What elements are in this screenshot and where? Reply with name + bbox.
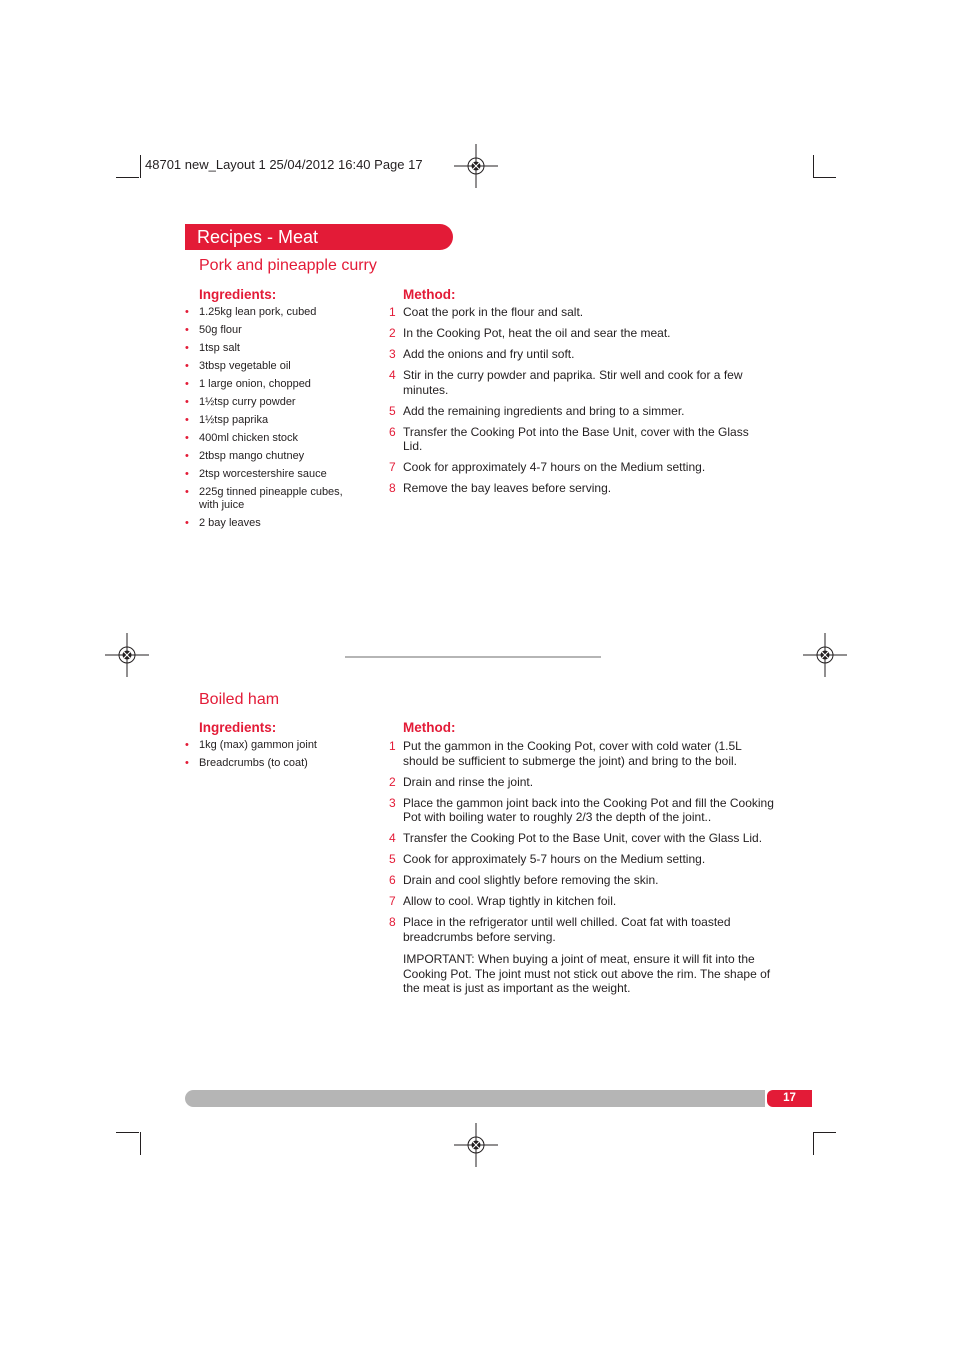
method-step: 4 Stir in the curry powder and paprika. Stir well and cook for a few minutes. (389, 368, 743, 397)
page-number: 17 (767, 1090, 812, 1107)
crop-mark-bottom-right-v (813, 1132, 814, 1155)
bullet-icon: • (185, 342, 189, 354)
method-heading: Method: (403, 720, 456, 735)
crop-mark-bottom-right-h (813, 1132, 836, 1133)
bullet-icon: • (185, 378, 189, 390)
ingredients-heading: Ingredients: (199, 720, 277, 735)
registration-mark-left-icon (105, 633, 149, 677)
method-step: 6 Drain and cool slightly before removing the skin. (389, 873, 659, 887)
bullet-icon: • (185, 306, 189, 318)
bullet-icon: • (185, 739, 189, 751)
bullet-icon: • (185, 486, 189, 498)
method-step: 2 Drain and rinse the joint. (389, 774, 534, 789)
ingredient-item: • 1.25kg lean pork, cubed (185, 306, 317, 318)
registration-mark-top-icon (454, 144, 498, 188)
recipe-title-pork-curry: Pork and pineapple curry (199, 257, 377, 274)
ingredient-item: • 3tbsp vegetable oil (185, 360, 291, 372)
method-step: 8 Remove the bay leaves before serving. (389, 481, 612, 495)
method-step: 3 Add the onions and fry until soft. (389, 347, 575, 361)
bullet-icon: • (185, 468, 189, 480)
ingredient-item: • 1tsp salt (185, 342, 240, 354)
ingredients-list-pork-curry (185, 306, 365, 535)
print-slug: 48701 new_Layout 1 25/04/2012 16:40 Page 17 (145, 157, 423, 172)
important-note: IMPORTANT: When buying a joint of meat, ensure it will fit into the Cooking Pot. The joint must not stick out above the rim. The shape of the meat is just as important as the weight. (403, 952, 771, 995)
ingredient-item: • 2tsp worcestershire sauce (185, 468, 327, 480)
crop-mark-top-right-h (813, 177, 836, 178)
crop-mark-top-right-v (813, 155, 814, 178)
method-step: 3 Place the gammon joint back into the Cooking Pot and fill the Cooking Pot with boiling water to roughly 2/3 the depth of the joint.. (389, 795, 774, 824)
method-step: 5 Add the remaining ingredients and bring to a simmer. (389, 403, 685, 418)
method-step: 6 Transfer the Cooking Pot into the Base Unit, cover with the Glass Lid. (389, 424, 749, 453)
crop-mark-bottom-left-v (140, 1132, 141, 1155)
method-heading: Method: (403, 287, 456, 302)
section-title: Recipes - Meat (197, 227, 319, 247)
ingredient-item: • 1kg (max) gammon joint (185, 739, 317, 751)
bullet-icon: • (185, 324, 189, 336)
ingredients-heading: Ingredients: (199, 287, 277, 302)
bullet-icon: • (185, 432, 189, 444)
bullet-icon: • (185, 414, 189, 426)
section-divider (345, 656, 601, 658)
ingredient-item: • 50g flour (185, 324, 242, 336)
crop-mark-bottom-left-h (116, 1132, 139, 1133)
section-banner (185, 224, 453, 250)
ingredient-item: • 400ml chicken stock (185, 432, 299, 444)
method-step: 1 Put the gammon in the Cooking Pot, cover with cold water (1.5L should be sufficient to submerge the joint) and bring to the boil. (389, 739, 742, 768)
bullet-icon: • (185, 517, 189, 529)
crop-mark-top-left-v (140, 155, 141, 178)
bullet-icon: • (185, 396, 189, 408)
method-step: 5 Cook for approximately 5-7 hours on the Medium setting. (389, 852, 706, 866)
registration-mark-bottom-icon (454, 1123, 498, 1167)
crop-mark-top-left-h (116, 177, 139, 178)
method-step: 7 Cook for approximately 4-7 hours on the Medium setting. (389, 460, 706, 474)
recipe-title-boiled-ham: Boiled ham (199, 691, 280, 708)
ingredient-item: • 1 large onion, chopped (185, 378, 311, 390)
ingredient-item: • 2 bay leaves (185, 517, 261, 529)
ingredient-item: • 2tbsp mango chutney (185, 450, 305, 462)
ingredient-item: • 225g tinned pineapple cubes, with juice (185, 486, 343, 511)
method-list-boiled-ham (385, 739, 775, 951)
ingredients-list-boiled-ham (185, 739, 365, 775)
method-step: 1 Coat the pork in the flour and salt. (389, 305, 584, 319)
ingredient-item: • Breadcrumbs (to coat) (185, 757, 308, 769)
method-step: 7 Allow to cool. Wrap tightly in kitchen foil. (389, 894, 617, 908)
footer-bar (185, 1090, 765, 1107)
registration-mark-right-icon (803, 633, 847, 677)
bullet-icon: • (185, 360, 189, 372)
bullet-icon: • (185, 450, 189, 462)
bullet-icon: • (185, 757, 189, 769)
method-step: 2 In the Cooking Pot, heat the oil and sear the meat. (389, 326, 671, 340)
method-step: 4 Transfer the Cooking Pot to the Base Unit, cover with the Glass Lid. (389, 831, 763, 845)
method-list-pork-curry (385, 305, 775, 502)
ingredient-item: • 1½tsp paprika (185, 414, 269, 426)
method-step: 8 Place in the refrigerator until well chilled. Coat fat with toasted breadcrumbs before serving. (389, 915, 731, 944)
ingredient-item: • 1½tsp curry powder (185, 396, 296, 408)
